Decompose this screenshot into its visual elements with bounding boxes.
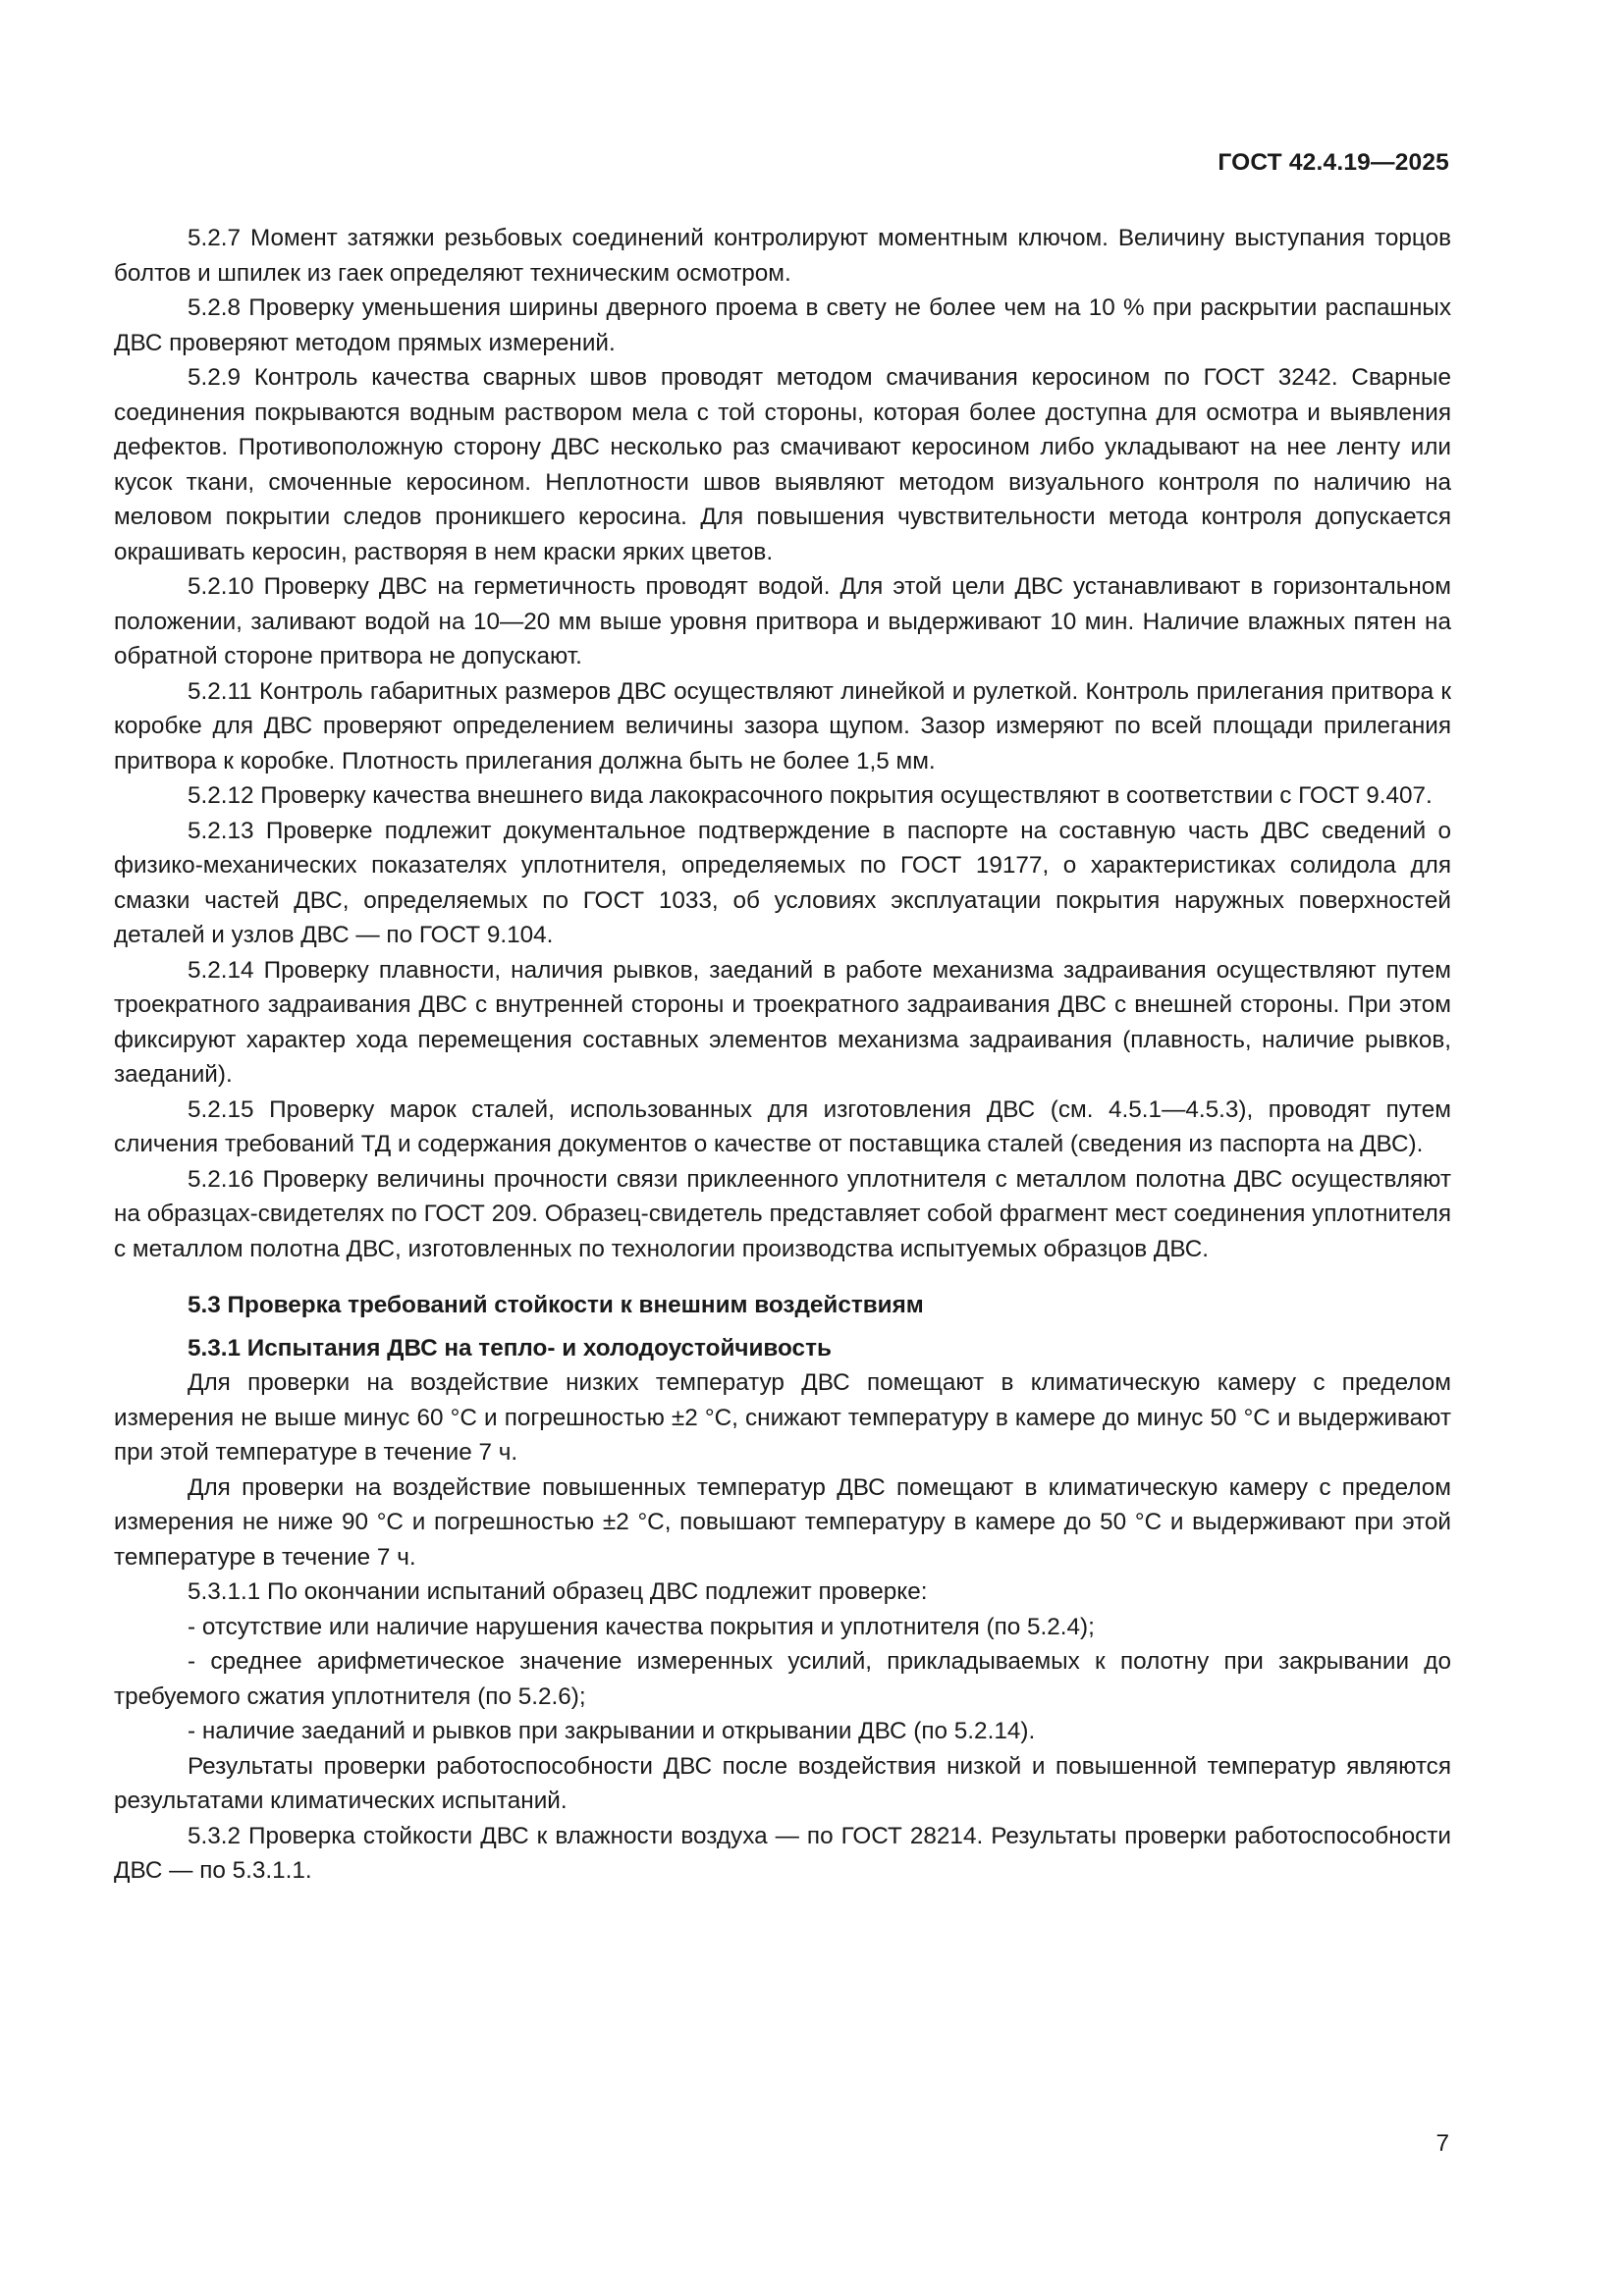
list-item-forces: - среднее арифметическое значение измеренных усилий, прикладываемых к полотну при закрывании до требуемого сжатия уплотнителя (по 5.2.6); [114,1648,1451,1710]
section-heading-5-3: 5.3 Проверка требований стойкости к внешним воздействиям [188,1292,924,1318]
subsection-heading-5-3-1: 5.3.1 Испытания ДВС на тепло- и холодоустойчивость [188,1334,832,1362]
paragraph-5-2-10: 5.2.10 Проверку ДВС на герметичность проводят водой. Для этой цели ДВС устанавливают в горизонтальном положении, заливают водой на 10—20 мм выше уровня притвора и выдерживают 10 мин. Наличие влажных пятен на обратной стороне притвора не допускают. [114,573,1451,669]
paragraph-5-2-15: 5.2.15 Проверку марок сталей, использованных для изготовления ДВС (см. 4.5.1—4.5.3), проводят путем сличения требований ТД и содержания документов о качестве от поставщика сталей (сведения из паспорта на ДВС). [114,1095,1451,1157]
paragraph-5-2-16: 5.2.16 Проверку величины прочности связи приклеенного уплотнителя с металлом полотна ДВС осуществляют на образцах-свидетелях по ГОСТ 209. Образец-свидетель представляет собой фрагмент мест соединения уплотнителя с металлом полотна ДВС, изготовленных по технологии производства испытуемых образцов ДВС. [114,1165,1451,1262]
paragraph-5-2-12: 5.2.12 Проверку качества внешнего вида лакокрасочного покрытия осуществляют в соответствии с ГОСТ 9.407. [188,782,1433,809]
paragraph-5-2-7: 5.2.7 Момент затяжки резьбовых соединений контролируют моментным ключом. Величину выступания торцов болтов и шпилек из гаек определяют техническим осмотром. [114,225,1451,287]
paragraph-5-3-2: 5.3.2 Проверка стойкости ДВС к влажности воздуха — по ГОСТ 28214. Результаты проверки работоспособности ДВС — по 5.3.1.1. [114,1822,1451,1884]
document-body [114,221,1451,1889]
list-item-coating: - отсутствие или наличие нарушения качества покрытия и уплотнителя (по 5.2.4); [188,1613,1095,1640]
list-item-jamming: - наличие заеданий и рывков при закрывании и открывании ДВС (по 5.2.14). [188,1718,1036,1744]
page-number: 7 [1435,2130,1449,2157]
paragraph-5-2-11: 5.2.11 Контроль габаритных размеров ДВС осуществляют линейкой и рулеткой. Контроль прилегания притвора к коробке для ДВС проверяют определением величины зазора щупом. Зазор измеряют по всей площади прилегания притвора к коробке. Плотность прилегания должна быть не более 1,5 мм. [114,677,1451,774]
paragraph-5-2-8: 5.2.8 Проверку уменьшения ширины дверного проема в свету не более чем на 10 % при раскрытии распашных ДВС проверяют методом прямых измерений. [114,294,1451,356]
paragraph-results: Результаты проверки работоспособности ДВС после воздействия низкой и повышенной температур являются результатами климатических испытаний. [114,1752,1451,1814]
paragraph-high-temp: Для проверки на воздействие повышенных температур ДВС помещают в климатическую камеру с пределом измерения не ниже 90 °С и погрешностью ±2 °С, повышают температуру в камере до 50 °С и выдерживают при этой температуре в течение 7 ч. [114,1473,1451,1571]
document-id-header: ГОСТ 42.4.19—2025 [1218,149,1449,176]
paragraph-5-2-13: 5.2.13 Проверке подлежит документальное подтверждение в паспорте на составную часть ДВС сведений о физико-механических показателях уплотнителя, определяемых по ГОСТ 19177, о характеристиках солидола для смазки частей ДВС, определяемых по ГОСТ 1033, об условиях эксплуатации покрытия наружных поверхностей деталей и узлов ДВС — по ГОСТ 9.104. [114,817,1451,948]
paragraph-5-3-1-1: 5.3.1.1 По окончании испытаний образец ДВС подлежит проверке: [188,1578,928,1605]
paragraph-5-2-9: 5.2.9 Контроль качества сварных швов проводят методом смачивания керосином по ГОСТ 3242. Сварные соединения покрываются водным раствором мела с той стороны, которая более доступна для осмотра и выявления дефектов. Противоположную сторону ДВС несколько раз смачивают керосином либо укладывают на нее ленту или кусок ткани, смоченные керосином. Неплотности швов выявляют методом визуального контроля по наличию на меловом покрытии следов проникшего керосина. Для повышения чувствительности метода контроля допускается окрашивать керосин, растворяя в нем краски ярких цветов. [114,364,1451,565]
paragraph-low-temp: Для проверки на воздействие низких температур ДВС помещают в климатическую камеру с пределом измерения не выше минус 60 °С и погрешностью ±2 °С, снижают температуру в камере до минус 50 °С и выдерживают при этой температуре в течение 7 ч. [114,1369,1451,1466]
paragraph-5-2-14: 5.2.14 Проверку плавности, наличия рывков, заеданий в работе механизма задраивания осуществляют путем троекратного задраивания ДВС с внутренней стороны и троекратного задраивания ДВС с внешней стороны. При этом фиксируют характер хода перемещения составных элементов механизма задраивания (плавность, наличие рывков, заеданий). [114,956,1451,1088]
